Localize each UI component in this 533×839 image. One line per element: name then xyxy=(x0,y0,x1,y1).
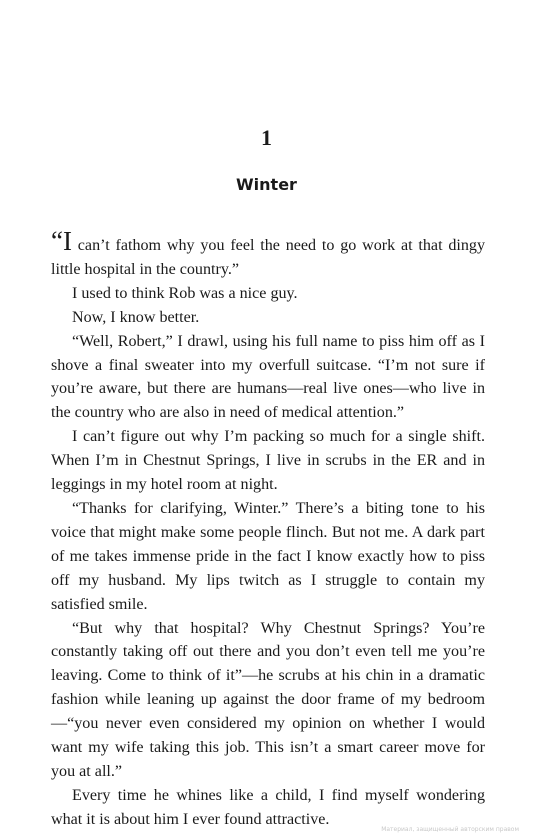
drop-cap xyxy=(51,226,72,256)
chapter-number: 1 xyxy=(261,125,272,150)
paragraph-5: I can’t figure out why I’m packing so much for a single shift. When I’m in Chestnut Springs, I live in scrubs in the ER and in leggings in my hotel room at night. xyxy=(51,428,485,494)
copyright-watermark: Материал, защищенный авторским правом xyxy=(381,826,519,833)
drop-cap-quote: “ xyxy=(51,226,63,256)
paragraph-7: “But why that hospital? Why Chestnut Springs? You’re constantly taking off out there and you don’t even tell me you’re leaving. Come to think of it”—he scrubs at his chin in a dramatic fashion while leaning up against the door frame of my bedroom —“you never even considered my opinion on whether I would want my wife taking this job. This isn’t a smart career move for you at all.” xyxy=(51,619,485,780)
paragraph-1-text: can’t fathom why you feel the need to go work at that dingy little hospital in the country.” xyxy=(51,237,485,278)
chapter-title: Winter xyxy=(236,175,297,194)
paragraph-6: “Thanks for clarifying, Winter.” There’s a biting tone to his voice that might make some people flinch. But not me. A dark part of me takes immense pride in the fact I know exactly how to piss off my husband. My lips twitch as I struggle to contain my satisfied smile. xyxy=(51,499,485,613)
chapter-body xyxy=(51,226,485,832)
paragraph-8: Every time he whines like a child, I find myself wondering what it is about him I ever found attractive. xyxy=(51,786,485,828)
paragraph-2: I used to think Rob was a nice guy. xyxy=(72,284,298,302)
paragraph-1 xyxy=(51,226,485,282)
paragraph-3: Now, I know better. xyxy=(72,308,200,326)
paragraph-4: “Well, Robert,” I drawl, using his full name to piss him off as I shove a final sweater into my overfull suitcase. “I’m not sure if you’re aware, but there are humans—real live ones—who live in the country who are also in need of medical attention.” xyxy=(51,332,485,422)
drop-cap-letter: I xyxy=(62,226,72,256)
